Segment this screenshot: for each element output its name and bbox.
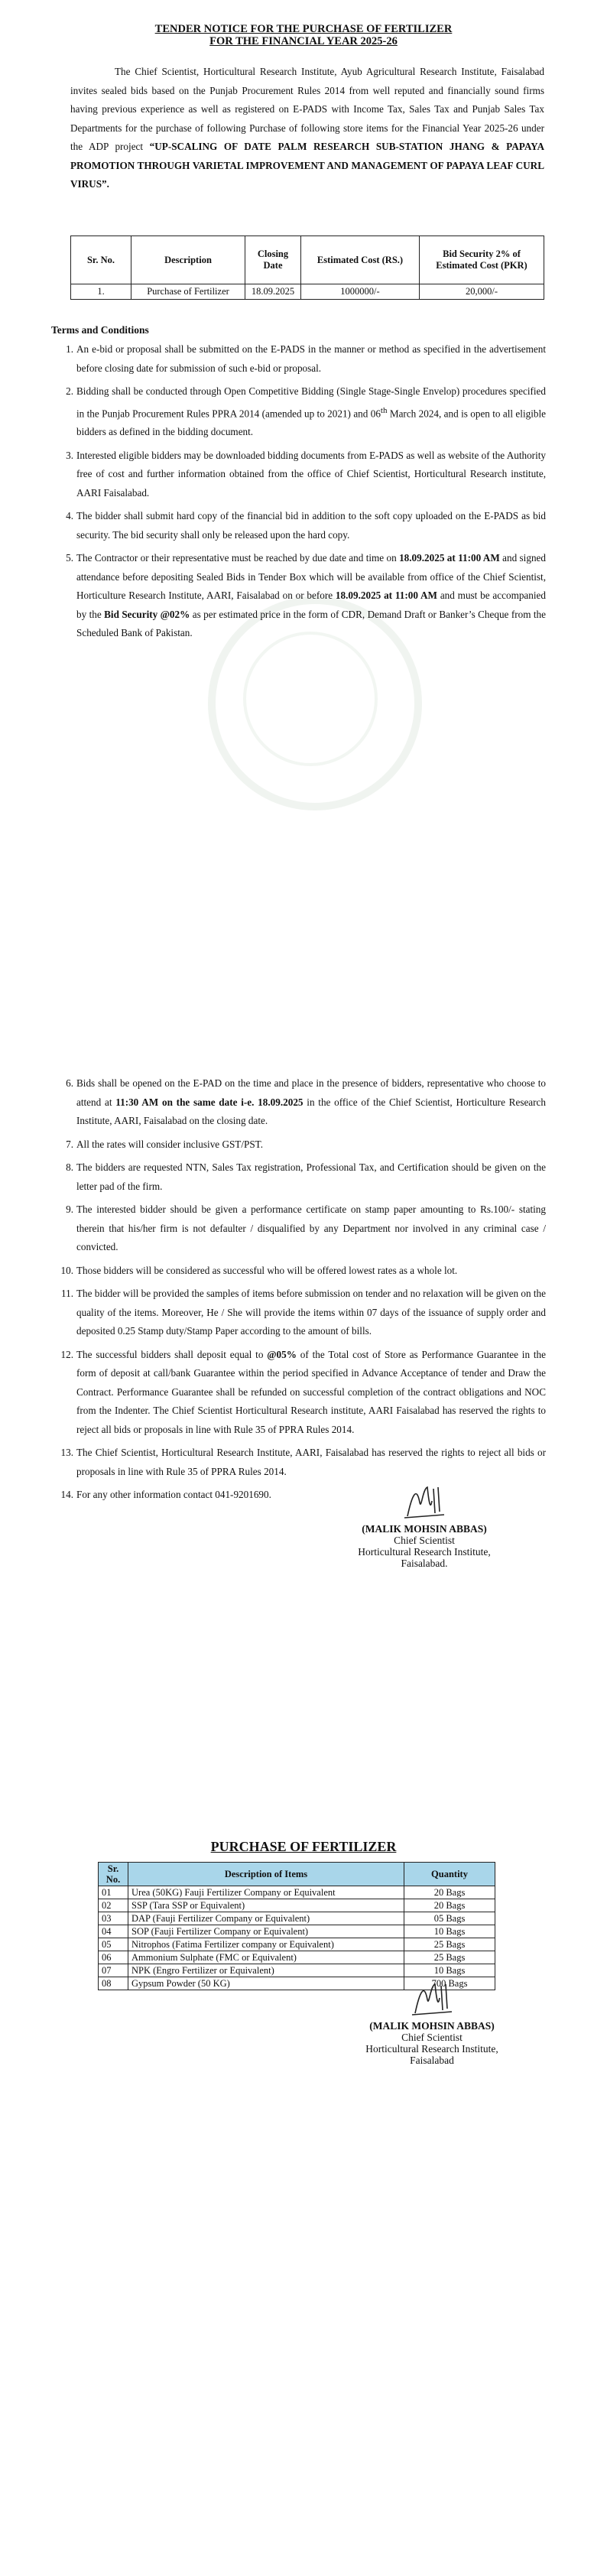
tender-header-cell: Estimated Cost (RS.) [301, 236, 420, 284]
terms-list-part1 [57, 340, 546, 648]
items-header-cell: Quantity [404, 1863, 495, 1886]
watermark-seal-inner [243, 632, 378, 766]
items-table [98, 1862, 495, 1990]
signatory-institute: Horticultural Research Institute, [358, 1546, 491, 1558]
list-item: 9. The interested bidder should be given a performance certificate on stamp paper amounting to Rs.100/- stating therein that his/her firm is not defaulter / disqualified by any Department nor involved in any criminal case / convicted. [66, 1204, 546, 1252]
tender-header-cell: Bid Security 2% of Estimated Cost (PKR) [420, 236, 544, 284]
list-item: 6. Bids shall be opened on the E-PAD on the time and place in the presence of bidders, representative who choose to attend at 11:30 AM on the same date i-e. 18.09.2025 in the office of the Chief Scientist, Horticulture Research Institute, AARI, Faisalabad on the closing date. [66, 1077, 546, 1126]
table-row: 02 SSP (Tara SSP or Equivalent) 20 Bags [99, 1899, 495, 1912]
terms-list-part2 [57, 1074, 546, 1509]
signatory-title: Chief Scientist [401, 2032, 463, 2043]
signature-mark-icon [401, 1480, 447, 1522]
signatory-name: (MALIK MOHSIN ABBAS) [362, 1523, 487, 1535]
table-row: 05 Nitrophos (Fatima Fertilizer company or Equivalent) 25 Bags [99, 1938, 495, 1951]
signature-mark-icon [409, 1977, 455, 2019]
signature-block [336, 1480, 512, 1569]
list-item: 12. The successful bidders shall deposit equal to @05% of the Total cost of Store as Performance Guarantee in the form of deposit at call/bank Guarantee within the period specified in Advance Acceptance of tender and Draw the Contract. Performance Guarantee shall be refunded on successful completion of the contract obligations and NOC from the Indenter. The Chief Scientist Horticultural Research institute, AARI Faisalabad has reserved the rights to reject all bids or proposals in line with Rule 35 of PPRA Rules 2014. [60, 1348, 546, 1435]
tender-table [70, 236, 544, 300]
signatory-institute: Horticultural Research Institute, [365, 2043, 498, 2055]
tender-cell: 1. [71, 284, 131, 300]
tender-cell: 1000000/- [301, 284, 420, 300]
intro-paragraph [70, 63, 544, 194]
list-item: 10. Those bidders will be considered as successful who will be offered lowest rates as a whole lot. [60, 1264, 458, 1276]
table-row: 03 DAP (Fauji Fertilizer Company or Equivalent) 05 Bags [99, 1912, 495, 1925]
list-item: 3. Interested eligible bidders may be downloaded bidding documents from E-PADS as well as website of the Authority free of cost and further information obtained from the office of Chief Scientist, Horticultural Research institute, AARI Faisalabad. [66, 449, 546, 499]
items-header-cell: Description of Items [128, 1863, 404, 1886]
table-row: 04 SOP (Fauji Fertilizer Company or Equivalent) 10 Bags [99, 1925, 495, 1938]
page-title: TENDER NOTICE FOR THE PURCHASE OF FERTILIZER [154, 23, 453, 35]
table-row: 08 Gypsum Powder (50 KG) 700 Bags [99, 1977, 495, 1990]
list-item: 1. An e-bid or proposal shall be submitted on the E-PADS in the manner or method as specified in the advertisement before closing date for submission of such e-bid or proposal. [66, 343, 546, 374]
list-item: 8. The bidders are requested NTN, Sales Tax registration, Professional Tax, and Certification should be given on the letter pad of the firm. [66, 1161, 546, 1192]
tender-cell: 18.09.2025 [245, 284, 301, 300]
items-header-cell: Sr. No. [99, 1863, 128, 1886]
tender-header-cell: Closing Date [245, 236, 301, 284]
list-item: 11. The bidder will be provided the samples of items before submission on tender and no relaxation will be given on the quality of the items. Moreover, He / She will provide the items within 07 days of the issuance of supply order and deposited 0.25 Stamp duty/Stamp Paper according to the amount of bills. [61, 1288, 546, 1337]
tender-cell: Purchase of Fertilizer [131, 284, 245, 300]
list-item: 14. For any other information contact 041-9201690. [60, 1489, 271, 1500]
list-item: 7. All the rates will consider inclusive GST/PST. [66, 1138, 264, 1150]
intro-project-name: “UP-SCALING OF DATE PALM RESEARCH SUB-STATION JHANG & PAPAYA PROMOTION THROUGH VARIETAL IMPROVEMENT AND MANAGEMENT OF PAPAYA LEAF CURL VIRUS”. [70, 141, 545, 190]
table-row [71, 284, 544, 300]
list-item: 4. The bidder shall submit hard copy of the financial bid in addition to the soft copy uploaded on the E-PADS as bid security. The bid security shall only be released upon the hard copy. [66, 510, 546, 541]
tender-cell: 20,000/- [420, 284, 544, 300]
purchase-title: PURCHASE OF FERTILIZER [210, 1839, 397, 1854]
signatory-title: Chief Scientist [394, 1535, 455, 1546]
page-subtitle: FOR THE FINANCIAL YEAR 2025-26 [209, 35, 398, 47]
signatory-name: (MALIK MOHSIN ABBAS) [369, 2020, 495, 2032]
tender-table-header [71, 236, 544, 284]
table-row: 06 Ammonium Sulphate (FMC or Equivalent) 25 Bags [99, 1951, 495, 1964]
signatory-city: Faisalabad [410, 2055, 454, 2066]
table-row: 01 Urea (50KG) Fauji Fertilizer Company or Equivalent 20 Bags [99, 1886, 495, 1899]
terms-heading: Terms and Conditions [51, 324, 149, 336]
list-item: 13. The Chief Scientist, Horticultural Research Institute, AARI, Faisalabad has reserved the rights to reject all bids or proposals in line with Rule 35 of PPRA Rules 2014. [60, 1447, 546, 1477]
list-item: 2. Bidding shall be conducted through Open Competitive Bidding (Single Stage-Single Envelop) procedures specified in the Punjab Procurement Rules PPRA 2014 (amended up to 2021) and 06th March 2024, and is open to all eligible bidders as defined in the bidding document. [66, 385, 546, 438]
items-table-header [99, 1863, 495, 1886]
list-item: 5. The Contractor or their representative must be reached by due date and time on 18.09.2025 at 11:00 AM and signed attendance before depositing Sealed Bids in Tender Box which will be available from office of the Chief Scientist, Horticulture Research Institute, AARI, Faisalabad on or before 18.09.2025 at 11:00 AM and must be accompanied by the Bid Security @02% as per estimated price in the form of CDR, Demand Draft or Banker’s Cheque from the Scheduled Bank of Pakistan. [66, 552, 546, 639]
signature-block-2 [344, 1977, 520, 2066]
table-row: 07 NPK (Engro Fertilizer or Equivalent) 10 Bags [99, 1964, 495, 1977]
intro-text: The Chief Scientist, Horticultural Research Institute, Ayub Agricultural Research Institute, Faisalabad invites sealed bids based on the Punjab Procurement Rules 2014 from well reputed and financially sound firms having previous experience as well as registered on E-PADS with Income Tax, Sales Tax and Punjab Sales Tax Departments for the purchase of following Purchase of following store items for the Financial Year 2025-26 under the ADP project [70, 66, 544, 152]
tender-header-cell: Sr. No. [71, 236, 131, 284]
signatory-city: Faisalabad. [401, 1558, 448, 1569]
tender-header-cell: Description [131, 236, 245, 284]
